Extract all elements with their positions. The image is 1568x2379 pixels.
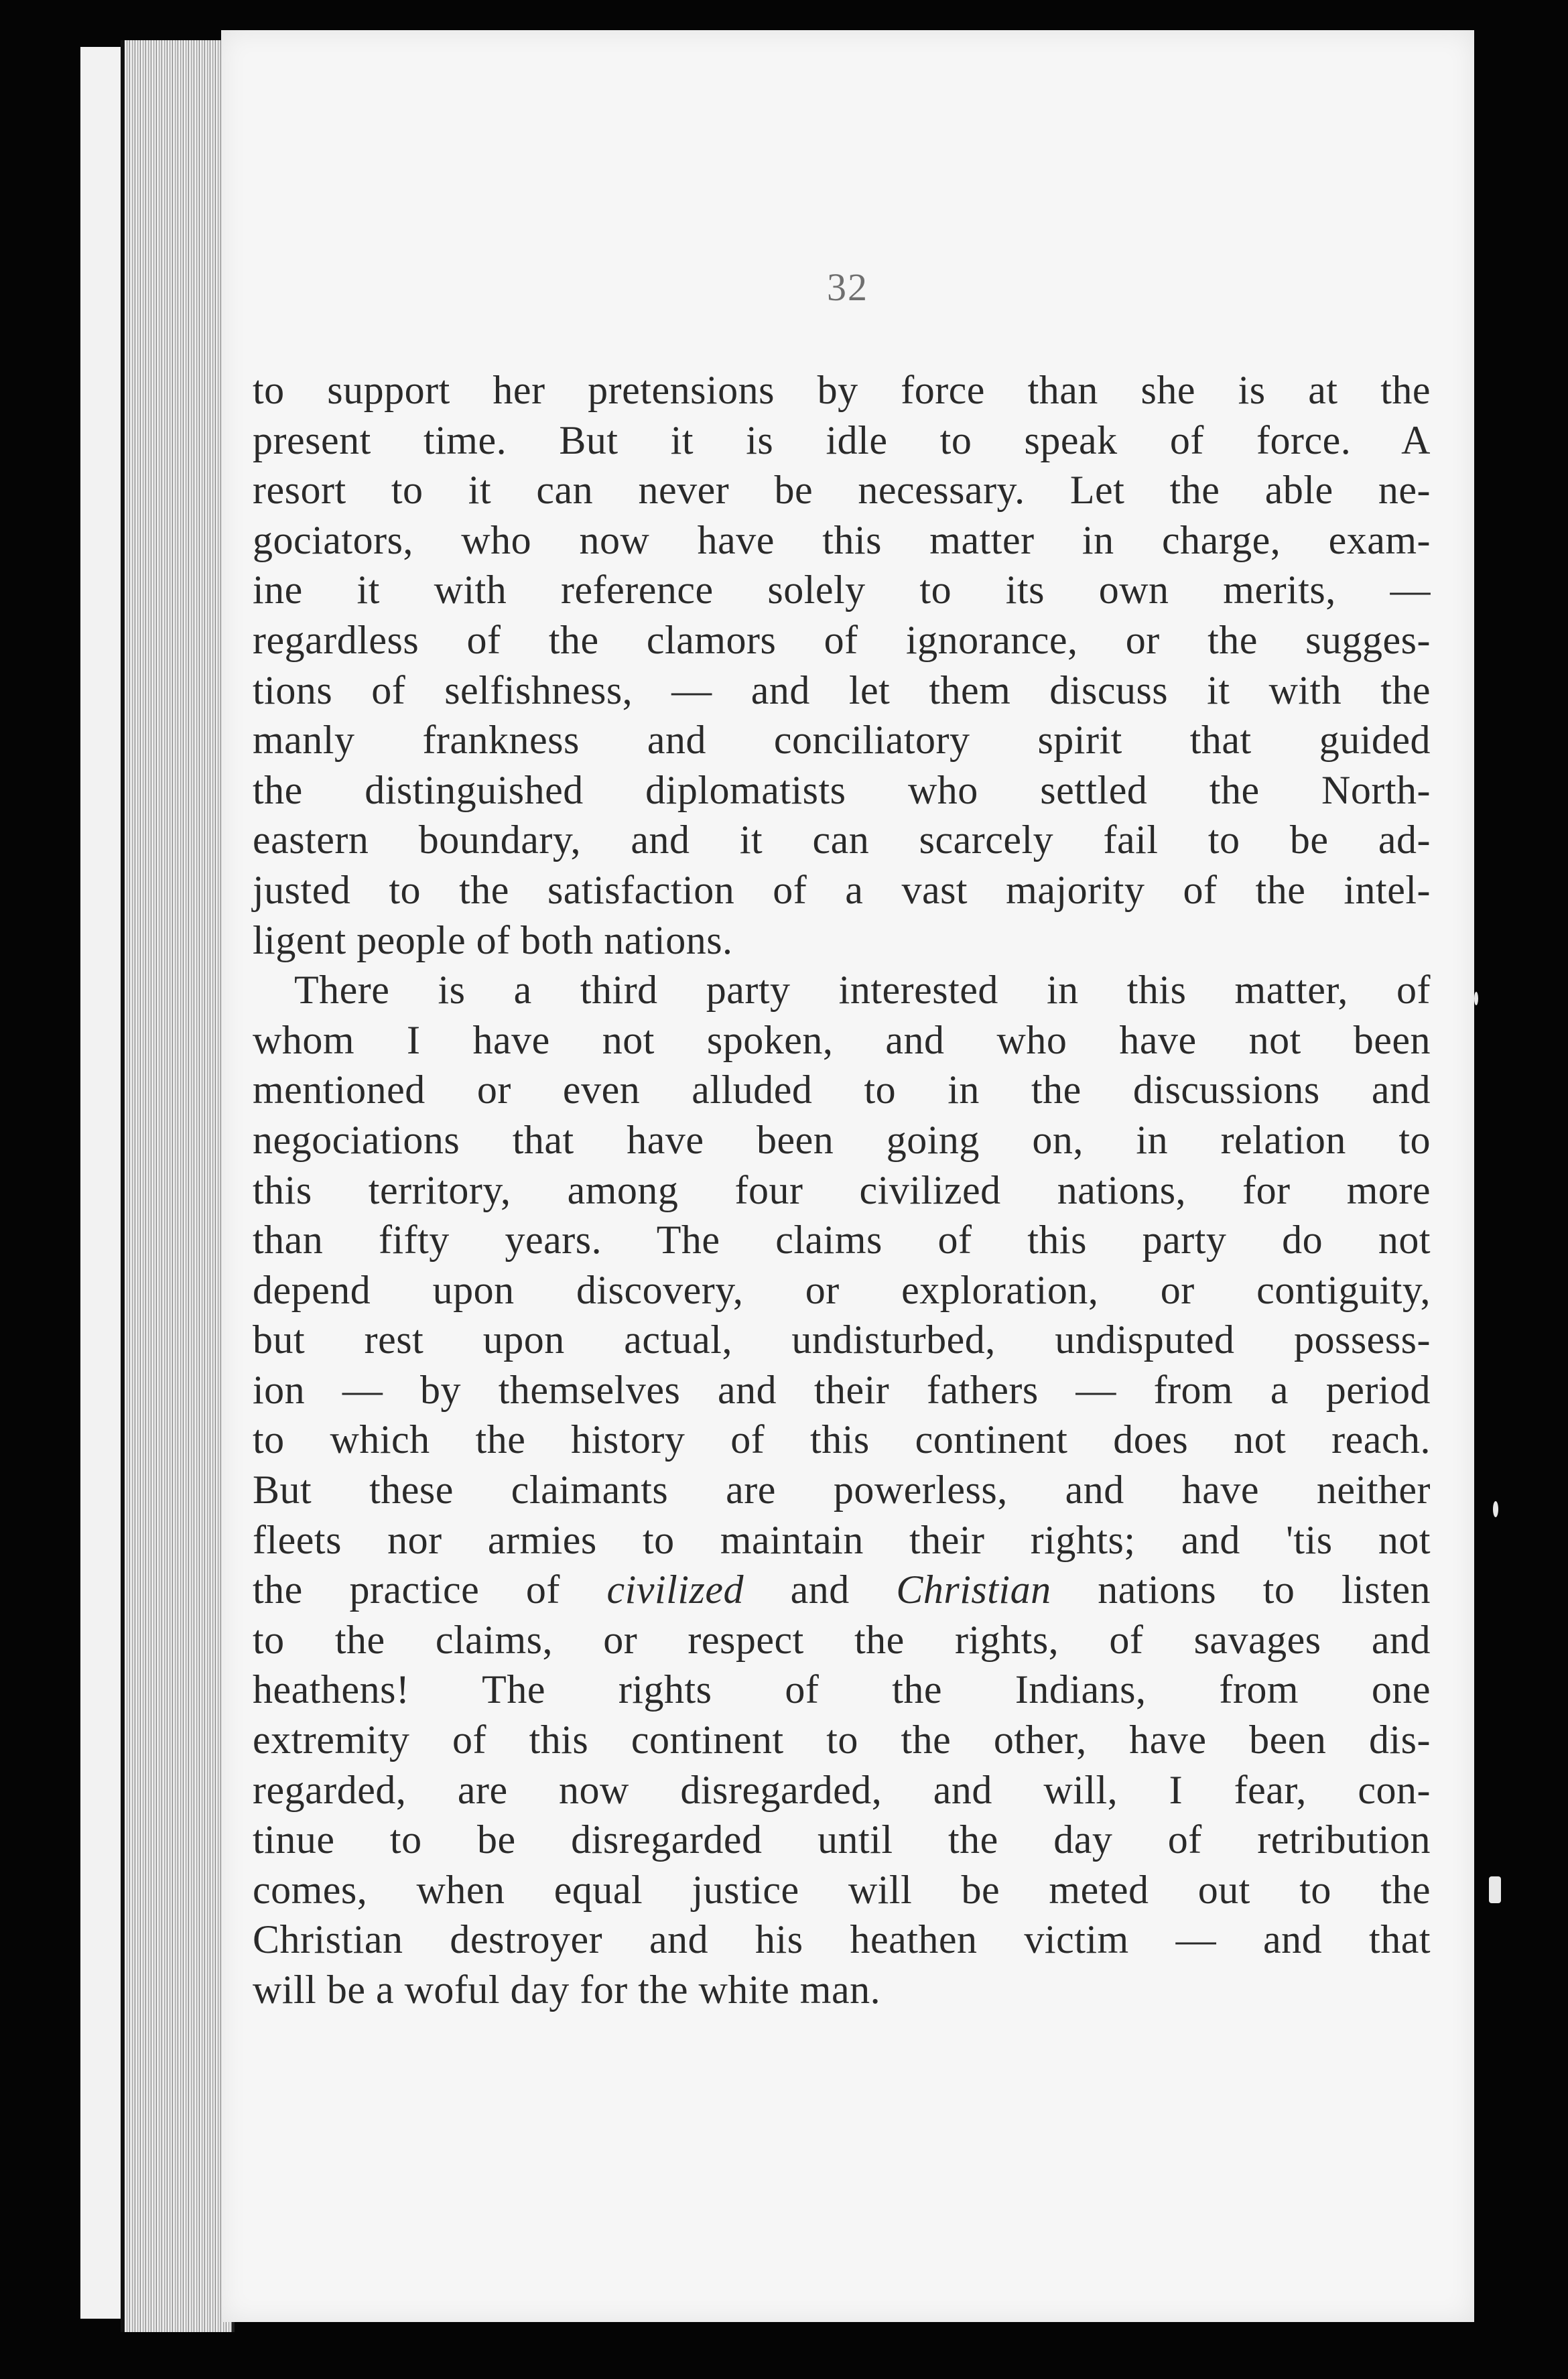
text-line: ligent people of both nations. — [253, 917, 733, 962]
left-page-strip — [80, 47, 121, 2319]
text-line: There is a third party interested in this matter, of — [294, 968, 1431, 1013]
text-line: to which the history of this continent does not reach. — [253, 1417, 1431, 1462]
text-line: tions of selfishness, — and let them discuss it with the — [253, 667, 1431, 712]
text-line: this territory, among four civilized nations, for more — [253, 1167, 1431, 1212]
text-line: extremity of this continent to the other, have been dis- — [253, 1718, 1431, 1762]
book-page-edges — [121, 40, 235, 2332]
text-line: Christian destroyer and his heathen victim — and that — [253, 1917, 1431, 1962]
text-line: than fifty years. The claims of this party do not — [253, 1218, 1431, 1263]
text-line: resort to it can never be necessary. Let the able ne- — [253, 468, 1431, 513]
body-text — [253, 365, 1431, 2015]
text-line: depend upon discovery, or exploration, or contiguity, — [253, 1267, 1431, 1312]
text-line: to the claims, or respect the rights, of savages and — [253, 1617, 1431, 1662]
text-line: present time. But it is idle to speak of force. A — [253, 417, 1431, 462]
scan-speck — [1489, 1876, 1501, 1903]
text-line: comes, when equal justice will be meted out to the — [253, 1867, 1431, 1912]
text-line: eastern boundary, and it can scarcely fail to be ad- — [253, 818, 1431, 862]
text-line: whom I have not spoken, and who have not been — [253, 1017, 1431, 1062]
text-line: mentioned or even alluded to in the discussions and — [253, 1068, 1431, 1112]
text-line: tinue to be disregarded until the day of retribution — [253, 1817, 1431, 1862]
text-line: ion — by themselves and their fathers — from a period — [253, 1367, 1431, 1412]
text-line: heathens! The rights of the Indians, from one — [253, 1667, 1431, 1712]
text-line: negociations that have been going on, in relation to — [253, 1117, 1431, 1162]
text-line: But these claimants are powerless, and have neither — [253, 1468, 1431, 1513]
text-line: ine it with reference solely to its own merits, — — [253, 568, 1431, 613]
scan-speck — [1474, 992, 1478, 1005]
text-line: manly frankness and conciliatory spirit that guided — [253, 718, 1431, 763]
text-line: regarded, are now disregarded, and will, I fear, con- — [253, 1767, 1431, 1812]
text-line: the practice of civilized and Christian nations to listen — [253, 1567, 1431, 1612]
text-line: to support her pretensions by force than she is at the — [253, 368, 1431, 412]
text-line: the distinguished diplomatists who settled the North- — [253, 767, 1431, 812]
paragraph-2 — [253, 965, 1431, 2014]
text-line: regardless of the clamors of ignorance, or the sugges- — [253, 617, 1431, 662]
emphasis-text: civilized — [606, 1567, 744, 1612]
scan-speck — [1493, 1501, 1498, 1517]
emphasis-text: Christian — [896, 1567, 1051, 1612]
text-line: gociators, who now have this matter in charge, exam- — [253, 517, 1431, 562]
text-line: justed to the satisfaction of a vast majority of the intel- — [253, 867, 1431, 912]
text-line: but rest upon actual, undisturbed, undisputed possess- — [253, 1317, 1431, 1362]
paragraph-1 — [253, 365, 1431, 965]
text-line: fleets nor armies to maintain their rights; and 'tis not — [253, 1517, 1431, 1562]
page-number: 32 — [827, 265, 868, 309]
text-line: will be a woful day for the white man. — [253, 1968, 881, 2012]
